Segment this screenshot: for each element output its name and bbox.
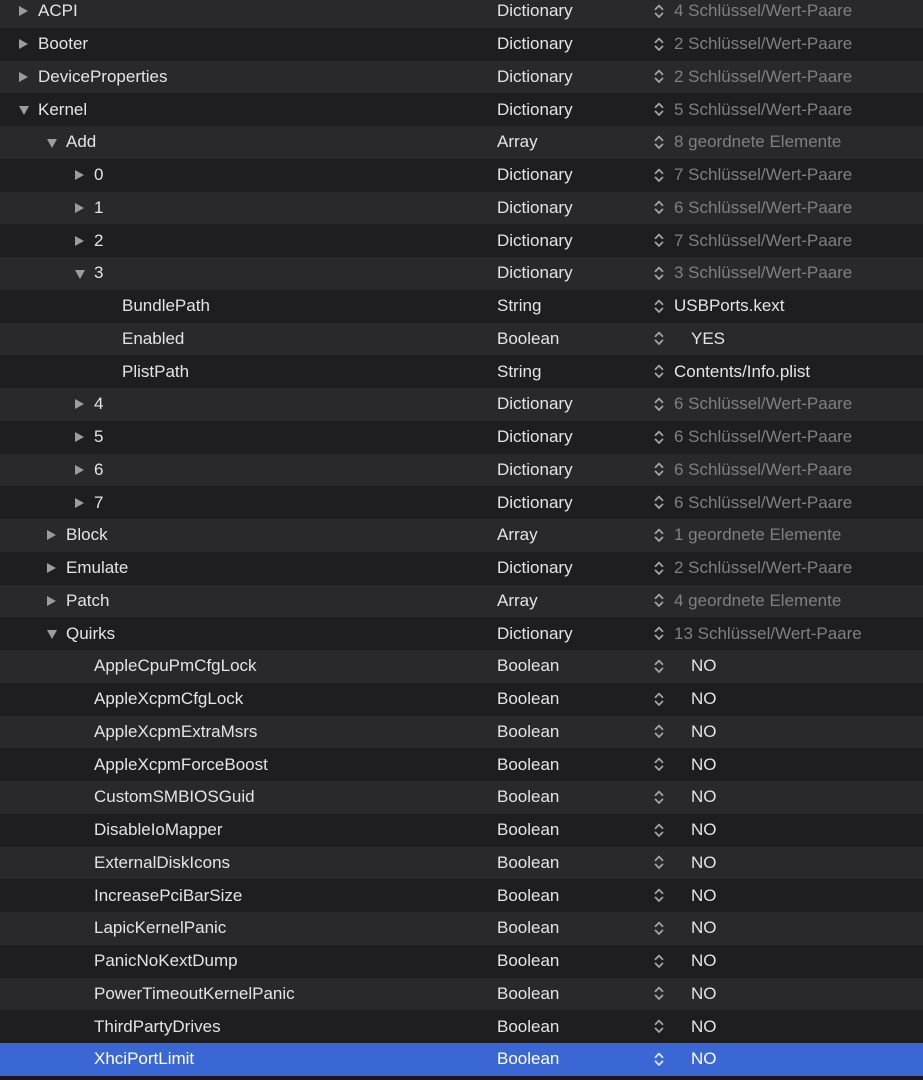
stepper-icon[interactable] [653,460,665,479]
key-cell [0,34,497,54]
key-cell [0,787,497,807]
type-cell [497,951,653,971]
row-key-label[interactable]: 5 [94,427,104,447]
disclosure-box[interactable] [47,596,66,606]
key-cell [0,591,497,611]
key-cell [0,886,497,906]
key-cell [0,394,497,414]
row-value-label[interactable]: 1 geordnete Elemente [674,525,842,545]
row-key-label[interactable]: DisableIoMapper [94,820,223,840]
row-type-label[interactable]: Boolean [497,689,560,709]
key-cell [0,624,497,644]
row-key-label[interactable]: 0 [94,165,104,185]
table-row[interactable] [0,879,923,912]
table-row[interactable] [0,421,923,454]
disclosure-box[interactable] [47,563,66,573]
row-value-label[interactable]: YES [691,328,726,348]
stepper-icon[interactable] [653,755,665,774]
row-value-label[interactable]: NO [691,754,717,774]
value-cell [653,591,923,611]
row-type-label[interactable]: Dictionary [497,197,573,217]
row-type-label[interactable]: Boolean [497,885,560,905]
type-cell [497,493,653,513]
disclosure-triangle-icon[interactable] [75,270,85,279]
type-cell [497,165,653,185]
disclosure-triangle-icon[interactable] [47,596,56,606]
stepper-icon[interactable] [653,722,665,741]
disclosure-triangle-icon[interactable] [47,630,57,639]
row-value-label[interactable]: 7 Schlüssel/Wert-Paare [674,230,853,250]
disclosure-box[interactable] [75,236,94,246]
key-cell [0,231,497,251]
row-value-label[interactable]: NO [691,951,717,971]
disclosure-box[interactable] [19,39,38,49]
type-cell [497,100,653,120]
value-cell [653,951,923,971]
type-cell [497,886,653,906]
row-key-label[interactable]: DeviceProperties [38,66,168,86]
row-type-label[interactable]: Array [497,132,538,152]
row-type-label[interactable]: Boolean [497,1016,560,1036]
row-value-label[interactable]: 3 Schlüssel/Wert-Paare [674,263,853,283]
key-cell [0,1049,497,1069]
disclosure-box[interactable] [19,104,38,115]
value-cell [653,656,923,676]
row-type-label[interactable]: Array [497,525,538,545]
row-type-label[interactable]: Dictionary [497,558,573,578]
row-type-label[interactable]: Dictionary [497,394,573,414]
stepper-icon[interactable] [653,428,665,447]
row-value-label[interactable]: 2 Schlüssel/Wert-Paare [674,66,853,86]
stepper-icon[interactable] [653,788,665,807]
row-value-label[interactable]: NO [691,983,717,1003]
key-cell [0,820,497,840]
value-cell [653,231,923,251]
stepper-icon[interactable] [653,1017,665,1036]
key-cell [0,755,497,775]
row-key-label[interactable]: IncreasePciBarSize [94,885,243,905]
row-type-label[interactable]: Dictionary [497,99,573,119]
value-cell [653,984,923,1004]
row-key-label[interactable]: 6 [94,459,104,479]
row-type-label[interactable]: Array [497,590,538,610]
table-row[interactable] [0,912,923,945]
type-cell [497,362,653,382]
type-cell [497,984,653,1004]
value-cell [653,34,923,54]
row-key-label[interactable]: XhciPortLimit [94,1049,195,1069]
row-type-label[interactable]: Boolean [497,951,560,971]
table-row[interactable] [0,192,923,225]
row-type-label[interactable]: Dictionary [497,263,573,283]
disclosure-box[interactable] [47,628,66,639]
disclosure-box[interactable] [75,170,94,180]
table-row[interactable] [0,290,923,323]
row-value-label[interactable]: NO [691,1016,717,1036]
type-cell [497,624,653,644]
type-cell [497,755,653,775]
table-row[interactable] [0,224,923,257]
disclosure-box[interactable] [75,399,94,409]
table-row[interactable] [0,650,923,683]
table-row[interactable] [0,748,923,781]
value-cell [653,263,923,283]
table-row[interactable] [0,585,923,618]
type-cell [497,1049,653,1069]
value-cell [653,558,923,578]
disclosure-triangle-icon[interactable] [47,139,57,148]
row-value-label[interactable]: 7 Schlüssel/Wert-Paare [674,165,853,185]
type-cell [497,656,653,676]
stepper-icon[interactable] [653,919,665,938]
stepper-icon[interactable] [653,1050,665,1069]
stepper-icon[interactable] [653,624,665,643]
type-cell [497,787,653,807]
type-cell [497,231,653,251]
table-row[interactable] [0,61,923,94]
key-cell [0,67,497,87]
table-row[interactable] [0,814,923,847]
table-row[interactable] [0,945,923,978]
row-type-label[interactable]: Boolean [497,983,560,1003]
row-type-label[interactable]: Dictionary [497,427,573,447]
key-cell [0,1,497,21]
disclosure-triangle-icon[interactable] [19,6,28,16]
row-value-label[interactable]: 13 Schlüssel/Wert-Paare [674,623,862,643]
stepper-icon[interactable] [653,395,665,414]
table-row[interactable] [0,126,923,159]
row-value-label[interactable]: NO [691,721,717,741]
value-cell [653,329,923,349]
type-cell [497,427,653,447]
row-key-label[interactable]: Add [66,132,97,152]
stepper-icon[interactable] [653,166,665,185]
type-cell [497,1017,653,1037]
value-cell [653,493,923,513]
key-cell [0,100,497,120]
row-value-label[interactable]: 6 Schlüssel/Wert-Paare [674,459,853,479]
row-value-label[interactable]: 4 geordnete Elemente [674,590,842,610]
disclosure-box[interactable] [75,432,94,442]
value-cell [653,820,923,840]
value-cell [653,689,923,709]
type-cell [497,198,653,218]
disclosure-box[interactable] [75,203,94,213]
type-cell [497,853,653,873]
table-row[interactable] [0,978,923,1011]
disclosure-box[interactable] [19,6,38,16]
stepper-icon[interactable] [653,264,665,283]
type-cell [497,918,653,938]
row-value-label[interactable]: 2 Schlüssel/Wert-Paare [674,558,853,578]
key-cell [0,296,497,316]
value-cell [653,427,923,447]
key-cell [0,165,497,185]
table-row[interactable] [0,1010,923,1043]
type-cell [497,591,653,611]
row-type-label[interactable]: String [497,361,542,381]
row-value-label[interactable]: 8 geordnete Elemente [674,132,842,152]
row-key-label[interactable]: ExternalDiskIcons [94,852,231,872]
row-key-label[interactable]: AppleXcpmExtraMsrs [94,721,258,741]
stepper-icon[interactable] [653,690,665,709]
disclosure-triangle-icon[interactable] [19,106,29,115]
row-type-label[interactable]: Boolean [497,328,560,348]
key-cell [0,427,497,447]
row-value-label[interactable]: 6 Schlüssel/Wert-Paare [674,492,853,512]
stepper-icon[interactable] [653,559,665,578]
row-type-label[interactable]: Dictionary [497,459,573,479]
row-type-label[interactable]: Boolean [497,1049,560,1069]
stepper-icon[interactable] [653,362,665,381]
row-key-label[interactable]: 7 [94,492,104,512]
disclosure-triangle-icon[interactable] [75,498,84,508]
value-cell [653,787,923,807]
key-cell [0,493,497,513]
disclosure-triangle-icon[interactable] [19,72,28,82]
row-type-label[interactable]: Dictionary [497,165,573,185]
table-row[interactable] [0,1043,923,1076]
stepper-icon[interactable] [653,297,665,316]
stepper-icon[interactable] [653,133,665,152]
row-value-label[interactable]: NO [691,787,717,807]
table-row[interactable] [0,28,923,61]
stepper-icon[interactable] [653,657,665,676]
type-cell [497,296,653,316]
row-key-label[interactable]: Patch [66,590,110,610]
key-cell [0,263,497,283]
table-row[interactable] [0,93,923,126]
stepper-icon[interactable] [653,35,665,54]
type-cell [497,263,653,283]
key-cell [0,362,497,382]
row-value-label[interactable]: NO [691,820,717,840]
row-value-label[interactable]: NO [691,1049,717,1069]
key-cell [0,656,497,676]
stepper-icon[interactable] [653,984,665,1003]
key-cell [0,918,497,938]
row-value-label[interactable]: 2 Schlüssel/Wert-Paare [674,34,853,54]
key-cell [0,722,497,742]
value-cell [653,755,923,775]
row-value-label[interactable]: NO [691,885,717,905]
disclosure-box[interactable] [47,137,66,148]
type-cell [497,689,653,709]
stepper-icon[interactable] [653,493,665,512]
value-cell [653,198,923,218]
row-key-label[interactable]: PowerTimeoutKernelPanic [94,983,295,1003]
row-key-label[interactable]: 4 [94,394,104,414]
row-type-label[interactable]: Boolean [497,852,560,872]
disclosure-triangle-icon[interactable] [75,465,84,475]
disclosure-triangle-icon[interactable] [75,203,84,213]
row-value-label[interactable]: NO [691,918,717,938]
disclosure-box[interactable] [75,465,94,475]
value-cell [653,1049,923,1069]
row-key-label[interactable]: ThirdPartyDrives [94,1016,221,1036]
key-cell [0,951,497,971]
row-key-label[interactable]: ACPI [38,1,78,21]
key-cell [0,558,497,578]
key-cell [0,689,497,709]
type-cell [497,394,653,414]
row-key-label[interactable]: AppleXcpmForceBoost [94,754,268,774]
table-row[interactable] [0,323,923,356]
row-key-label[interactable]: AppleXcpmCfgLock [94,689,244,709]
type-cell [497,34,653,54]
type-cell [497,525,653,545]
type-cell [497,329,653,349]
row-value-label[interactable]: 6 Schlüssel/Wert-Paare [674,427,853,447]
disclosure-triangle-icon[interactable] [47,563,56,573]
table-row[interactable] [0,781,923,814]
key-cell [0,984,497,1004]
stepper-icon[interactable] [653,329,665,348]
value-cell [653,853,923,873]
row-type-label[interactable]: Boolean [497,754,560,774]
stepper-icon[interactable] [653,526,665,545]
table-row[interactable] [0,257,923,290]
row-key-label[interactable]: 2 [94,230,104,250]
row-type-label[interactable]: Boolean [497,787,560,807]
stepper-icon[interactable] [653,67,665,86]
disclosure-triangle-icon[interactable] [75,399,84,409]
table-row[interactable] [0,552,923,585]
row-key-label[interactable]: Quirks [66,623,116,643]
value-cell [653,460,923,480]
row-key-label[interactable]: Block [66,525,108,545]
row-key-label[interactable]: Enabled [122,328,185,348]
value-cell [653,525,923,545]
key-cell [0,525,497,545]
table-row[interactable] [0,847,923,880]
type-cell [497,67,653,87]
type-cell [497,460,653,480]
key-cell [0,198,497,218]
key-cell [0,460,497,480]
key-cell [0,853,497,873]
row-type-label[interactable]: Boolean [497,656,560,676]
row-value-label[interactable]: 6 Schlüssel/Wert-Paare [674,394,853,414]
stepper-icon[interactable] [653,591,665,610]
row-key-label[interactable]: BundlePath [122,296,210,316]
value-cell [653,722,923,742]
stepper-icon[interactable] [653,886,665,905]
row-type-label[interactable]: Dictionary [497,1,573,21]
table-row[interactable] [0,519,923,552]
row-key-label[interactable]: AppleCpuPmCfgLock [94,656,257,676]
row-key-label[interactable]: LapicKernelPanic [94,918,227,938]
value-cell [653,918,923,938]
disclosure-triangle-icon[interactable] [75,432,84,442]
stepper-icon[interactable] [653,198,665,217]
row-type-label[interactable]: Dictionary [497,66,573,86]
row-value-label[interactable]: 6 Schlüssel/Wert-Paare [674,197,853,217]
value-cell [653,394,923,414]
row-value-label[interactable]: 4 Schlüssel/Wert-Paare [674,1,853,21]
value-cell [653,67,923,87]
type-cell [497,1,653,21]
row-value-label[interactable]: NO [691,656,717,676]
type-cell [497,132,653,152]
row-key-label[interactable]: 3 [94,263,104,283]
key-cell [0,1017,497,1037]
stepper-icon[interactable] [653,2,665,21]
row-type-label[interactable]: Dictionary [497,492,573,512]
row-key-label[interactable]: PlistPath [122,361,190,381]
key-cell [0,329,497,349]
row-type-label[interactable]: String [497,296,542,316]
stepper-icon[interactable] [653,952,665,971]
key-cell [0,132,497,152]
row-key-label[interactable]: Kernel [38,99,88,119]
value-cell [653,1,923,21]
row-type-label[interactable]: Boolean [497,820,560,840]
value-cell [653,100,923,120]
table-row[interactable] [0,388,923,421]
stepper-icon[interactable] [653,231,665,250]
value-cell [653,624,923,644]
row-type-label[interactable]: Boolean [497,918,560,938]
disclosure-box[interactable] [75,268,94,279]
row-value-label[interactable]: Contents/Info.plist [674,361,811,381]
disclosure-box[interactable] [75,498,94,508]
row-value-label[interactable]: USBPorts.kext [674,296,785,316]
table-row[interactable] [0,617,923,650]
table-row[interactable] [0,454,923,487]
table-row[interactable] [0,716,923,749]
value-cell [653,165,923,185]
type-cell [497,722,653,742]
table-row[interactable] [0,355,923,388]
table-row[interactable] [0,159,923,192]
disclosure-box[interactable] [47,530,66,540]
value-cell [653,886,923,906]
value-cell [653,296,923,316]
row-type-label[interactable]: Dictionary [497,623,573,643]
disclosure-triangle-icon[interactable] [19,39,28,49]
disclosure-box[interactable] [19,72,38,82]
row-value-label[interactable]: NO [691,852,717,872]
table-row[interactable] [0,0,923,28]
row-type-label[interactable]: Dictionary [497,34,573,54]
type-cell [497,820,653,840]
row-type-label[interactable]: Dictionary [497,230,573,250]
disclosure-triangle-icon[interactable] [75,236,84,246]
stepper-icon[interactable] [653,853,665,872]
value-cell [653,132,923,152]
row-value-label[interactable]: 5 Schlüssel/Wert-Paare [674,99,853,119]
disclosure-triangle-icon[interactable] [75,170,84,180]
stepper-icon[interactable] [653,100,665,119]
disclosure-triangle-icon[interactable] [47,530,56,540]
row-key-label[interactable]: 1 [94,197,104,217]
stepper-icon[interactable] [653,821,665,840]
value-cell [653,1017,923,1037]
row-key-label[interactable]: Booter [38,34,89,54]
row-type-label[interactable]: Boolean [497,721,560,741]
value-cell [653,362,923,382]
row-value-label[interactable]: NO [691,689,717,709]
type-cell [497,558,653,578]
table-row[interactable] [0,486,923,519]
row-key-label[interactable]: PanicNoKextDump [94,951,238,971]
row-key-label[interactable]: CustomSMBIOSGuid [94,787,255,807]
row-key-label[interactable]: Emulate [66,558,129,578]
table-row[interactable] [0,683,923,716]
